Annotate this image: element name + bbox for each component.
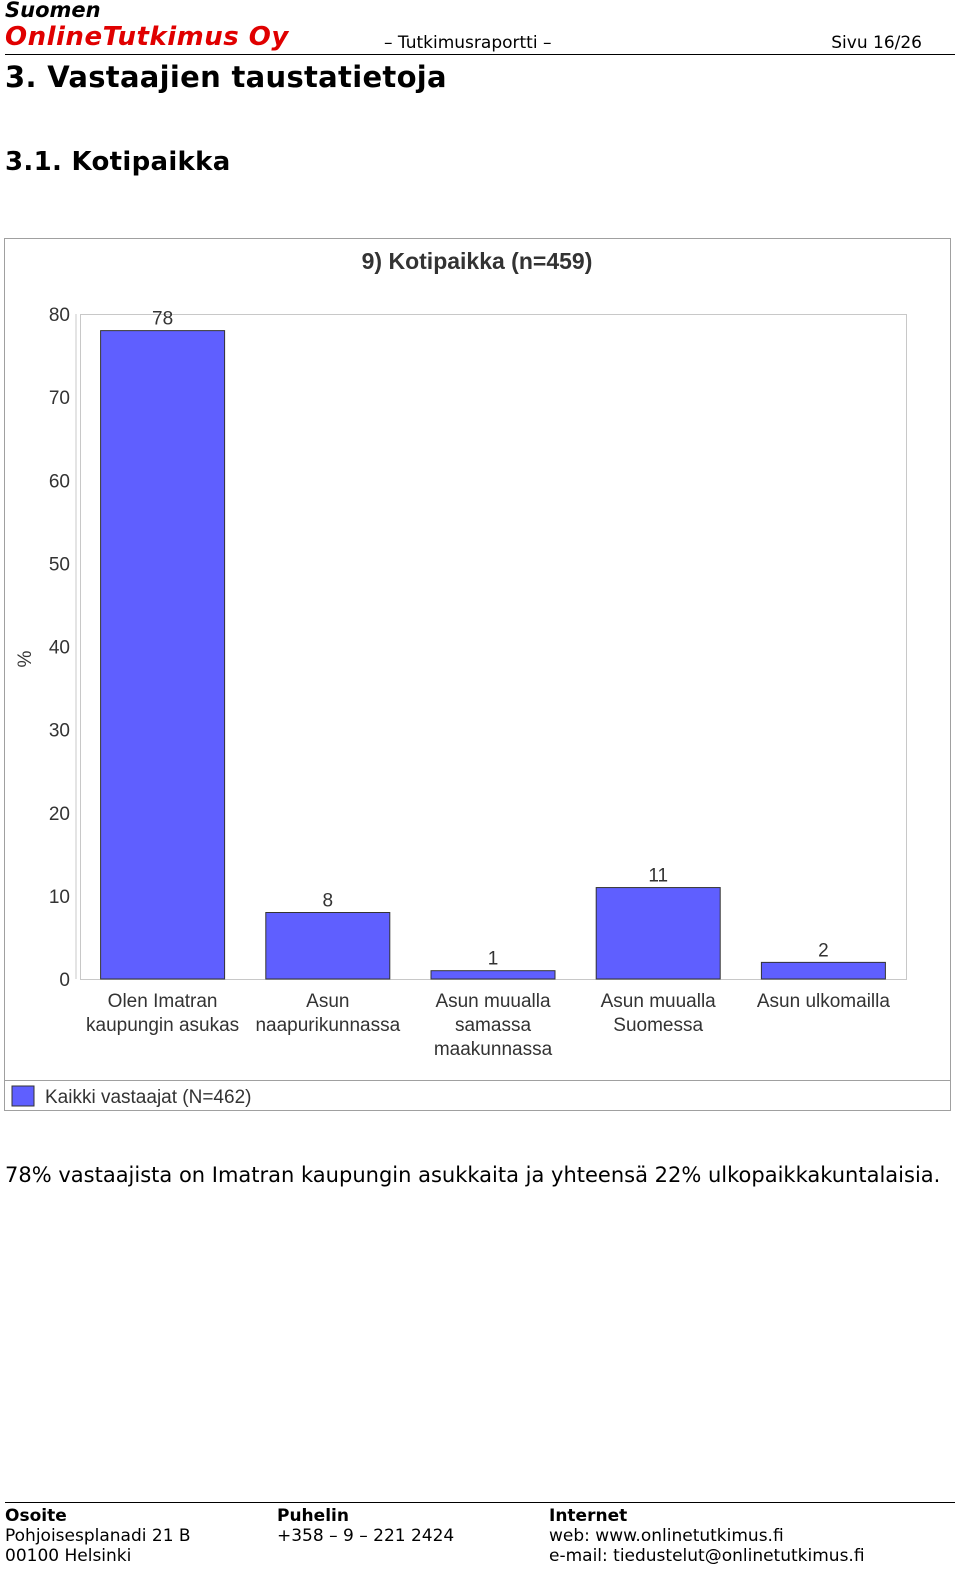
header-divider bbox=[5, 54, 955, 55]
footer-address bbox=[5, 1506, 191, 1566]
x-category-label: samassa bbox=[454, 1015, 532, 1036]
footer-address-heading: Osoite bbox=[5, 1506, 67, 1526]
x-category-label: kaupungin asukas bbox=[86, 1015, 240, 1036]
summary-text: 78% vastaajista on Imatran kaupungin asukkaita ja yhteensä 22% ulkopaikkakuntalaisia. bbox=[5, 1163, 941, 1187]
x-category-label: maakunnassa bbox=[433, 1039, 553, 1060]
y-axis-label: % bbox=[15, 650, 36, 668]
footer-phone-heading: Puhelin bbox=[277, 1506, 349, 1526]
y-tick-label: 70 bbox=[48, 388, 70, 410]
bar-value-label: 2 bbox=[818, 940, 829, 962]
x-category-label: Olen Imatran bbox=[107, 991, 218, 1012]
footer-internet bbox=[549, 1506, 865, 1566]
chart-title: 9) Kotipaikka (n=459) bbox=[361, 248, 593, 274]
bar-value-label: 1 bbox=[487, 948, 499, 970]
x-category-label: Asun bbox=[306, 991, 350, 1012]
y-tick-label: 10 bbox=[48, 886, 70, 908]
bar bbox=[101, 331, 225, 979]
bar-value-label: 11 bbox=[648, 865, 669, 887]
subsection-heading: 3.1. Kotipaikka bbox=[5, 147, 231, 177]
x-category-label: Asun muualla bbox=[600, 991, 716, 1012]
y-tick-label: 50 bbox=[48, 554, 70, 576]
bar bbox=[266, 913, 390, 980]
footer-address-line2: 00100 Helsinki bbox=[5, 1546, 132, 1566]
y-tick-label: 80 bbox=[48, 305, 70, 326]
y-tick-label: 30 bbox=[48, 720, 70, 742]
bar-chart bbox=[4, 238, 951, 1111]
page-number: Sivu 16/26 bbox=[831, 33, 922, 53]
footer-phone-line1: +358 – 9 – 221 2424 bbox=[277, 1526, 455, 1546]
footer-internet-heading: Internet bbox=[549, 1506, 628, 1526]
legend-label: Kaikki vastaajat (N=462) bbox=[45, 1087, 252, 1108]
brand-name: OnlineTutkimus Oy bbox=[5, 22, 289, 52]
bar bbox=[761, 962, 885, 979]
footer-address-line1: Pohjoisesplanadi 21 B bbox=[5, 1526, 191, 1546]
y-tick-label: 40 bbox=[48, 637, 70, 659]
x-category-label: Asun muualla bbox=[435, 991, 551, 1012]
x-category-label: Asun ulkomailla bbox=[756, 991, 890, 1012]
bar bbox=[431, 971, 555, 979]
footer-divider bbox=[5, 1502, 955, 1503]
footer-email-link[interactable]: e-mail: tiedustelut@onlinetutkimus.fi bbox=[549, 1546, 865, 1566]
bar-value-label: 78 bbox=[152, 308, 174, 330]
footer-web-link[interactable]: web: www.onlinetutkimus.fi bbox=[549, 1526, 784, 1546]
x-category-label: naapurikunnassa bbox=[255, 1015, 401, 1036]
report-label: – Tutkimusraportti – bbox=[384, 33, 552, 53]
footer-phone bbox=[277, 1506, 454, 1546]
section-heading: 3. Vastaajien taustatietoja bbox=[5, 60, 447, 94]
y-tick-label: 0 bbox=[59, 970, 70, 991]
bar-value-label: 8 bbox=[322, 890, 334, 912]
legend-swatch bbox=[12, 1086, 34, 1106]
y-tick-label: 20 bbox=[48, 803, 70, 825]
y-tick-label: 60 bbox=[48, 471, 70, 493]
bar bbox=[596, 888, 720, 979]
chart-container bbox=[4, 238, 951, 1111]
x-category-label: Suomessa bbox=[613, 1015, 704, 1036]
brand-top-text: Suomen bbox=[5, 0, 101, 22]
